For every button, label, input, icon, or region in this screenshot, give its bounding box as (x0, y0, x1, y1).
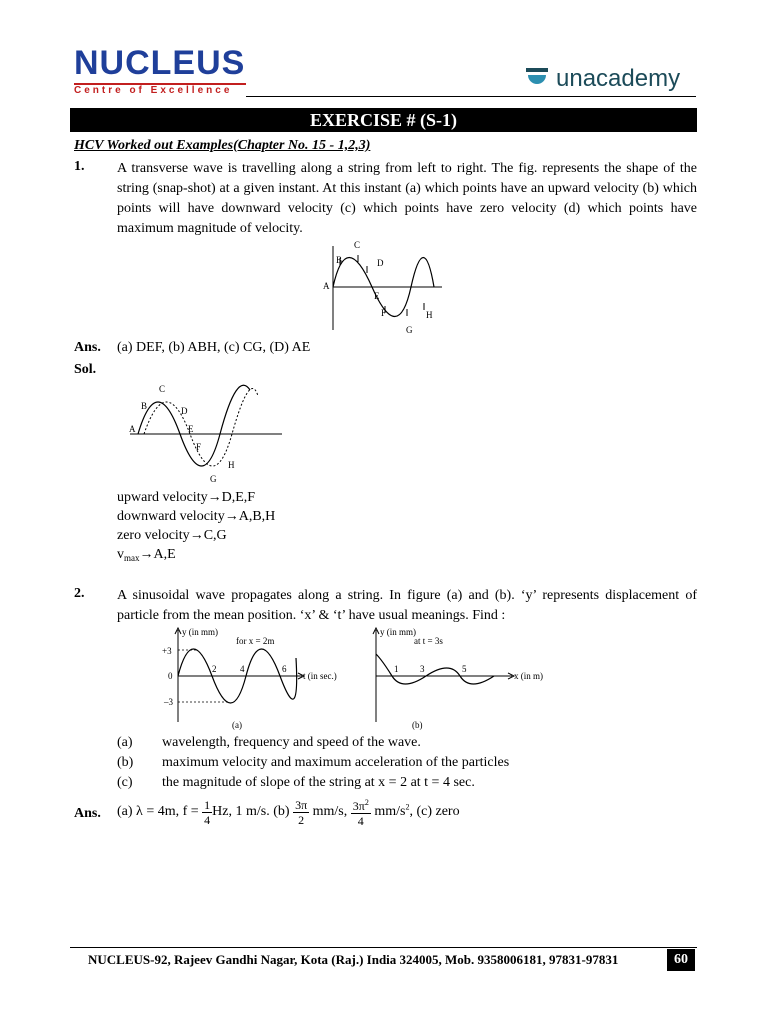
q1-sol-label-point: F (196, 442, 202, 452)
q1-wave-figure (320, 238, 450, 338)
q1-sol-label-point: E (188, 424, 194, 434)
q1-fig-label: C (354, 240, 361, 250)
footer-address: NUCLEUS-92, Rajeev Gandhi Nagar, Kota (Raj.) India 324005, Mob. 9358006181, 97831-97831 (88, 952, 619, 967)
q1-fig-label: G (406, 325, 413, 335)
q2-figure-b (368, 624, 558, 732)
exercise-banner: EXERCISE # (S-1) (70, 108, 697, 132)
fig-b-y-label: y (in mm) (380, 627, 416, 637)
q1-sol-label-point: D (181, 406, 188, 416)
solution-line-vmax: $v_{max}\to A,E$ (117, 547, 176, 563)
header-rule (246, 96, 696, 97)
q2-figure-a (160, 624, 360, 732)
fig-a-y-label: y (in mm) (182, 627, 218, 637)
fig-b-x-tick: 3 (420, 664, 425, 674)
section-title: HCV Worked out Examples(Chapter No. 15 - 1,2,3) (74, 138, 371, 153)
fig-b-caption: (b) (412, 720, 423, 730)
fig-a-caption: (a) (232, 720, 242, 730)
q2-part-b-label: (b) (117, 755, 134, 770)
q1-fig-label: F (381, 308, 387, 318)
fig-b-x-tick: 5 (462, 664, 467, 674)
q2-part-c-label: (c) (117, 775, 133, 790)
fig-a-note: for x = 2m (236, 636, 275, 646)
fraction-f: $\frac{1}{4}$ (204, 797, 211, 827)
q1-answer: (a) DEF, (b) ABH, (c) CG, (D) AE (117, 340, 311, 355)
fig-a-y-tick: 0 (168, 671, 173, 681)
q1-sol-label: Sol. (74, 362, 97, 377)
q2-text: A sinusoidal wave propagates along a string. In figure (a) and (b). ‘y’ represents displacement of particle from the mean position. ‘x’ & ‘t’ have usual meanings. Find : (117, 588, 697, 623)
q1-fig-label: B (336, 255, 343, 265)
fig-a-y-tick: +3 (162, 646, 172, 656)
q2-part-a-text: wavelength, frequency and speed of the wave. (162, 735, 421, 750)
q2-part-b-text: maximum velocity and maximum acceleration of the particles (162, 755, 510, 770)
q1-text: A transverse wave is travelling along a string from left to right. The fig. represents the shape of the string (snap-shot) at a given instant. At this instant (a) which points have an upward velocity (b) which points will have downward velocity (c) which points have zero velocity (d) which points have maximum magnitude of velocity. (117, 161, 697, 236)
q1-sol-label-point: C (159, 384, 166, 394)
q2-number: 2. (74, 586, 85, 601)
q2-part-c-text: the magnitude of slope of the string at x = 2 at t = 4 sec. (162, 775, 475, 790)
fig-b-x-label: x (in m) (514, 671, 543, 681)
q1-sol-label-point: B (141, 401, 148, 411)
nucleus-logo-subtitle: Centre of Excellence (74, 83, 246, 99)
q1-fig-label: D (377, 258, 384, 268)
q1-fig-label: E (374, 291, 380, 301)
footer-rule (70, 947, 697, 948)
fig-b-note: at t = 3s (414, 636, 443, 646)
nucleus-logo-text: NUCLEUS (74, 44, 246, 82)
fig-a-y-tick: –3 (164, 697, 173, 707)
fig-a-x-label: t (in sec.) (303, 671, 337, 681)
unacademy-logo-text: unacademy (556, 65, 681, 92)
q2-part-a-label: (a) (117, 735, 133, 750)
fig-a-x-tick: 4 (240, 664, 245, 674)
q1-sol-label-point: H (228, 460, 235, 470)
page-number: 60 (667, 949, 695, 971)
solution-line-downward: downward velocity→A,B,H (117, 509, 276, 524)
q1-number: 1. (74, 159, 85, 174)
q1-solution-figure (124, 380, 286, 484)
fig-a-x-tick: 6 (282, 664, 287, 674)
q1-solution-list (117, 488, 275, 568)
solution-line-upward: upward velocity→D,E,F (117, 490, 256, 505)
q2-ans-label: Ans. (74, 806, 101, 821)
solution-line-zero: zero velocity→C,G (117, 528, 227, 543)
fig-b-x-tick: 1 (394, 664, 399, 674)
unacademy-logo-icon (524, 66, 550, 92)
fig-a-x-tick: 2 (212, 664, 217, 674)
q1-fig-label: H (426, 310, 433, 320)
fraction-vmax: $\frac{3\pi}{2}$ (295, 797, 308, 827)
q1-sol-label-point: A (129, 424, 136, 434)
fraction-amax: $\frac{3\pi^2}{4}$ (352, 798, 369, 828)
q1-sol-label-point: G (210, 474, 217, 484)
q2-answer: (a) λ = 4m, f = $\frac{1}{4}$ Hz, 1 m/s. (b) $\frac{3\pi}{2}$ mm/s, $\frac{3\pi^2}{4}$ $mm/s^2$, (c) zero (117, 797, 460, 828)
q1-fig-label: A (323, 281, 330, 291)
q1-ans-label: Ans. (74, 340, 101, 355)
